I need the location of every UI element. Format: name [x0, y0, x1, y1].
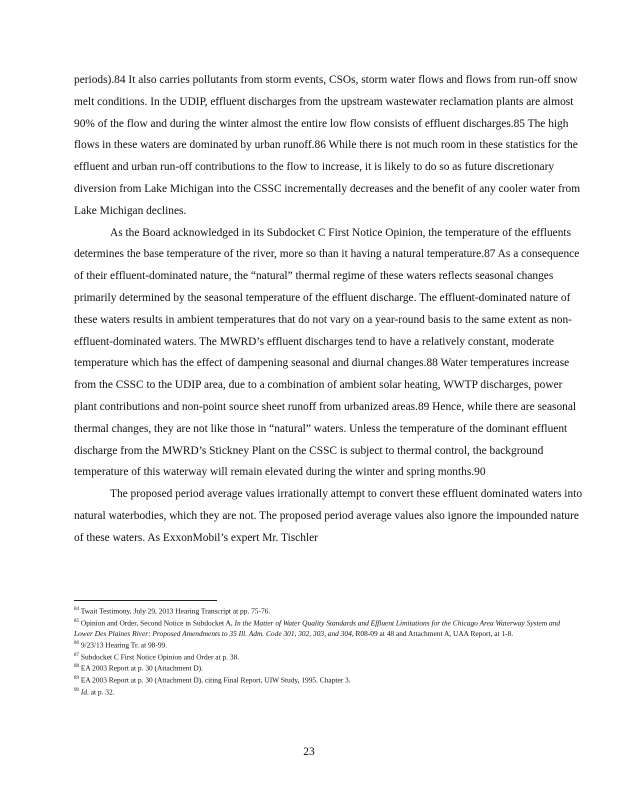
footnote-number: 84: [74, 607, 79, 612]
footnote-number: 87: [74, 652, 79, 658]
footnote-text: . at p. 32.: [87, 687, 115, 697]
footnote-text: EA 2003 Report at p. 30 (Attachment D).: [80, 663, 203, 673]
body-text: [74, 70, 584, 550]
paragraph-3: The proposed period average values irrationally attempt to convert these effluent dominated waters into natural waterbodies, which they are not. The proposed period average values also ignore the impounded nature of these waters. As ExxonMobil’s expert Mr. Tischler: [74, 488, 583, 544]
page-number: 23: [303, 746, 315, 758]
footnotes: [74, 605, 579, 698]
paragraph-2: As the Board acknowledged in its Subdocket C First Notice Opinion, the temperature of the effluents determines the base temperature of the river, more so than it having a natural temperature.87 As a consequence of their effluent-dominated nature, the “natural” thermal regime of these waters reflects seasonal changes primarily determined by the seasonal temperature of the effluent discharge. The effluent-dominated nature of these waters results in ambient temperatures that do not vary on a year-round basis to the same extent as non-effluent-dominated waters. The MWRD’s effluent discharges tend to have a relatively constant, moderate temperature which has the effect of dampening seasonal and diurnal changes.88 Water temperatures increase from the CSSC to the UDIP area, due to a combination of ambient solar heating, WWTP discharges, power plant contributions and non-point source sheet runoff from urbanized areas.89 Hence, while there are seasonal thermal changes, they are not like those in “natural” waters. Unless the temperature of the dominant effluent discharge from the MWRD’s Stickney Plant on the CSSC is subject to thermal control, the background temperature of this waterway will remain elevated during the winter and spring months.90: [74, 226, 580, 479]
footnote-number: 85: [74, 618, 79, 624]
footnote-85: [74, 617, 579, 639]
footnote-citation-title: In the Matter of Water Quality Standards and Effluent Limitations for the Chicago Area Waterway System and Lower Des Plaines River: Proposed Amendments to 35 Ill. Adm. Code 301, 302, 303, and 304: [74, 618, 561, 638]
paragraph-1: periods).84 It also carries pollutants from storm events, CSOs, storm water flows and flows from run-off snow melt conditions. In the UDIP, effluent discharges from the upstream wastewater reclamation plants are almost 90% of the flow and during the winter almost the entire low flow consists of effluent discharges.85 The high flows in these waters are dominated by urban runoff.86 While there is not much room in these statistics for the effluent and urban run-off contributions to the flow to increase, it is likely to do so as future discretionary diversion from Lake Michigan into the CSSC incrementally decreases and the benefit of any cooler water from Lake Michigan declines.: [74, 74, 581, 217]
footnote-84: [74, 605, 579, 617]
footnote-number: 86: [74, 640, 79, 646]
footnote-citation-title: Id: [80, 687, 88, 697]
footnote-89: [74, 674, 579, 686]
footnote-90: [74, 686, 579, 698]
footnote-text: Subdocket C First Notice Opinion and Order at p. 38.: [80, 652, 240, 662]
footnote-text: EA 2003 Report at p. 30 (Attachment D), citing Final Report, UIW Study, 1995. Chapter 3.: [80, 675, 351, 685]
footnote-86: [74, 639, 579, 651]
footnote-number: 88: [74, 664, 79, 670]
footnote-separator: [74, 600, 217, 601]
footnote-number: 89: [74, 676, 79, 682]
footnote-text: , R08-09 at 48 and Attachment A, UAA Report, at 1-8.: [351, 628, 514, 638]
footnote-87: [74, 651, 579, 663]
footnote-text: 9/23/13 Hearing Tr. at 98-99.: [80, 640, 168, 650]
footnote-88: [74, 662, 579, 674]
footnote-text: Opinion and Order, Second Notice in Subdocket A,: [80, 618, 235, 628]
footnote-number: 90: [74, 687, 79, 693]
footnote-text: Twait Testimony, July 29, 2013 Hearing Transcript at pp. 75-76.: [80, 606, 271, 616]
